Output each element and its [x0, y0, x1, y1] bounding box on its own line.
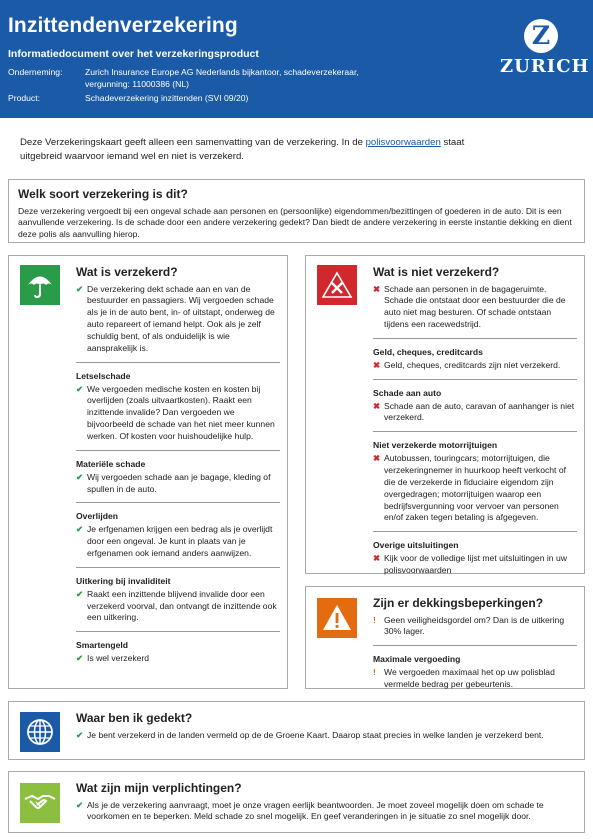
intro-before-link: Deze Verzekeringskaart geeft alleen een samenvatting van de verzekering. In de: [20, 137, 366, 148]
not-covered-section: [373, 440, 577, 524]
limitations-lead: [373, 615, 577, 639]
product-value: Schadeverzekering inzittenden (SVI 09/20): [85, 93, 249, 103]
section-text: Schade aan de auto, caravan of aanhanger is niet verzekerd.: [384, 400, 575, 423]
covered-section: [76, 371, 280, 443]
section-text: Autobussen, touringcars; motorrijtuigen, die verzekeringnemer in huurkoop heeft verkocht of die de verzekerde in fiduciaire eigendom zijn overgedragen; motorrijtuigen waarop een bedrijfsvergunning voor vervoer van personen en/of zaken tegen betaling is afgegeven.: [384, 453, 567, 523]
section-heading: Overige uitsluitingen: [373, 540, 459, 551]
divider: [373, 531, 577, 532]
section-text: Je erfgenamen krijgen een bedrag als je overlijdt door een ongeval. Je kunt in plaats van je erfgenamen ook iemand anders aanwijzen.: [87, 524, 273, 559]
covered-section: [76, 511, 280, 559]
covered-lead-text: De verzekering dekt schade aan en van de bestuurder en passagiers. Wij vergoeden schade als je in de auto bent, in- of uitstapt, onderweg de auto repareert of iemand helpt. Ook als je zelf schuldig bent, of als onduidelijk is wie aansprakelijk is.: [87, 283, 275, 353]
divider: [76, 631, 280, 632]
coverage-area-box: [8, 701, 585, 760]
check-icon: ✔: [76, 283, 84, 294]
section-heading: Overlijden: [76, 511, 119, 522]
divider: [373, 645, 577, 646]
check-icon: ✔: [76, 471, 84, 482]
limitations-box: [305, 586, 585, 689]
section-heading: Geld, cheques, creditcards: [373, 346, 483, 357]
cross-mark-icon: ✖: [373, 400, 381, 411]
limitations-title: Zijn er dekkingsbeperkingen?: [373, 596, 544, 610]
not-covered-lead-text: Schade aan personen in de bagageruimte. Schade die ontstaat door een bestuurder die de auto niet mag besturen. Of schade ontstaan tijdens een racewedstrijd.: [384, 283, 566, 330]
divider: [373, 338, 577, 339]
section-heading: Smartengeld: [76, 640, 129, 651]
coverage-area-title: Waar ben ik gedekt?: [76, 711, 193, 725]
not-covered-section: [373, 540, 577, 577]
not-covered-section: [373, 388, 577, 425]
document-title: Inzittendenverzekering: [8, 14, 238, 37]
section-text: We vergoeden medische kosten en kosten bij overlijden (zoals uitvaartkosten). Raakt een inzittende invalide? Dan vergoeden we bijvoorbeeld de schade van het niet meer kunnen werken. Of kosten voor huishoudelijke hulp.: [87, 383, 275, 441]
check-icon: ✔: [76, 588, 84, 599]
insurance-type-title: Welk soort verzekering is dit?: [18, 187, 188, 201]
section-text: We vergoeden maximaal het op uw polisblad vermelde bedrag per gebeurtenis.: [384, 667, 555, 689]
divider: [373, 431, 577, 432]
divider: [373, 379, 577, 380]
coverage-area-item: [76, 730, 576, 742]
company-value: Zurich Insurance Europe AG Nederlands bijkantoor, schadeverzekeraar, vergunning: 11000386 (NL): [85, 67, 359, 90]
covered-box: [8, 255, 288, 689]
company-label: Onderneming:: [8, 67, 63, 77]
obligations-title: Wat zijn mijn verplichtingen?: [76, 781, 242, 795]
covered-lead: [76, 284, 280, 355]
divider: [76, 567, 280, 568]
section-heading: Maximale vergoeding: [373, 654, 461, 665]
section-heading: Uitkering bij invaliditeit: [76, 575, 171, 586]
not-covered-section: [373, 347, 577, 372]
cross-icon: [317, 265, 357, 305]
covered-section: [76, 459, 280, 496]
check-icon: ✔: [76, 653, 84, 664]
obligations-text: Als je de verzekering aanvraagt, moet je onze vragen eerlijk beantwoorden. Je moet zoveel mogelijk doen om schade te voorkomen en te beperken. Meld schade zo snel mogelijk. En geef veranderingen in je situatie zo snel mogelijk door.: [87, 799, 544, 822]
divider: [76, 502, 280, 503]
insurance-type-box: [8, 179, 585, 243]
limitations-section: [373, 654, 577, 691]
company-row: [8, 66, 408, 90]
divider: [76, 362, 280, 363]
check-icon: ✔: [76, 729, 84, 740]
document-header: [0, 0, 593, 118]
section-heading: Materiële schade: [76, 458, 146, 469]
handshake-icon: [20, 783, 60, 823]
covered-section: [76, 640, 280, 665]
coverage-area-text: Je bent verzekerd in de landen vermeld op de de Groene Kaart. Daarop staat precies in welke landen je verzekerd bent.: [87, 729, 544, 740]
umbrella-icon: [20, 265, 60, 305]
section-heading: Niet verzekerde motorrijtuigen: [373, 440, 498, 451]
document-subtitle: Informatiedocument over het verzekeringsproduct: [8, 48, 259, 60]
section-text: Kijk voor de volledige lijst met uitsluitingen in uw polisvoorwaarden: [384, 553, 567, 576]
logo-letter: Z: [531, 21, 551, 50]
section-text: Wij vergoeden schade aan je bagage, kleding of spullen in de auto.: [87, 471, 271, 494]
exclamation-icon: !: [373, 614, 376, 625]
divider: [76, 450, 280, 451]
cross-mark-icon: ✖: [373, 453, 381, 464]
product-row: [8, 92, 408, 104]
not-covered-box: [305, 255, 585, 574]
polisvoorwaarden-link[interactable]: polisvoorwaarden: [365, 137, 441, 148]
product-label: Product:: [8, 93, 41, 103]
cross-mark-icon: ✖: [373, 553, 381, 564]
limitations-lead-text: Geen veiligheidsgordel om? Dan is de uitkering 30% lager.: [384, 614, 565, 637]
logo-circle: [524, 19, 558, 53]
intro-text: [20, 136, 490, 164]
cross-mark-icon: ✖: [373, 283, 381, 294]
exclamation-icon: !: [373, 667, 376, 678]
section-text: Raakt een inzittende blijvend invalide door een verzekerd voorval, dan ontvangt de inzittende ook een uitkering.: [87, 588, 277, 623]
not-covered-lead: [373, 284, 577, 331]
warning-icon: [317, 598, 357, 638]
intro-after-link: staat uitgebreid waarvoor iemand wel en niet is verzekerd.: [20, 137, 465, 162]
covered-section: [76, 576, 280, 624]
section-heading: Letselschade: [76, 370, 131, 381]
check-icon: ✔: [76, 524, 84, 535]
covered-title: Wat is verzekerd?: [76, 265, 178, 279]
check-icon: ✔: [76, 799, 84, 810]
cross-mark-icon: ✖: [373, 359, 381, 370]
insurance-type-text: Deze verzekering vergoedt bij een ongeval schade aan personen en (persoonlijke) eigendommen/bezittingen of goederen in de auto. Dit is een aanvullende verzekering. Is de schade door een andere verzekering gedekt? Dan biedt de andere verzekering in eerste instantie dekking en dient deze polis als aanvulling hierop.: [18, 205, 572, 240]
logo-wordmark: ZURICH: [500, 56, 590, 77]
obligations-item: [76, 800, 581, 824]
section-text: Is wel verzekerd: [87, 653, 150, 664]
check-icon: ✔: [76, 383, 84, 394]
section-heading: Schade aan auto: [373, 387, 442, 398]
not-covered-title: Wat is niet verzekerd?: [373, 265, 500, 279]
section-text: Geld, cheques, creditcards zijn niet verzekerd.: [384, 359, 561, 370]
obligations-box: [8, 771, 585, 833]
globe-icon: [20, 712, 60, 752]
